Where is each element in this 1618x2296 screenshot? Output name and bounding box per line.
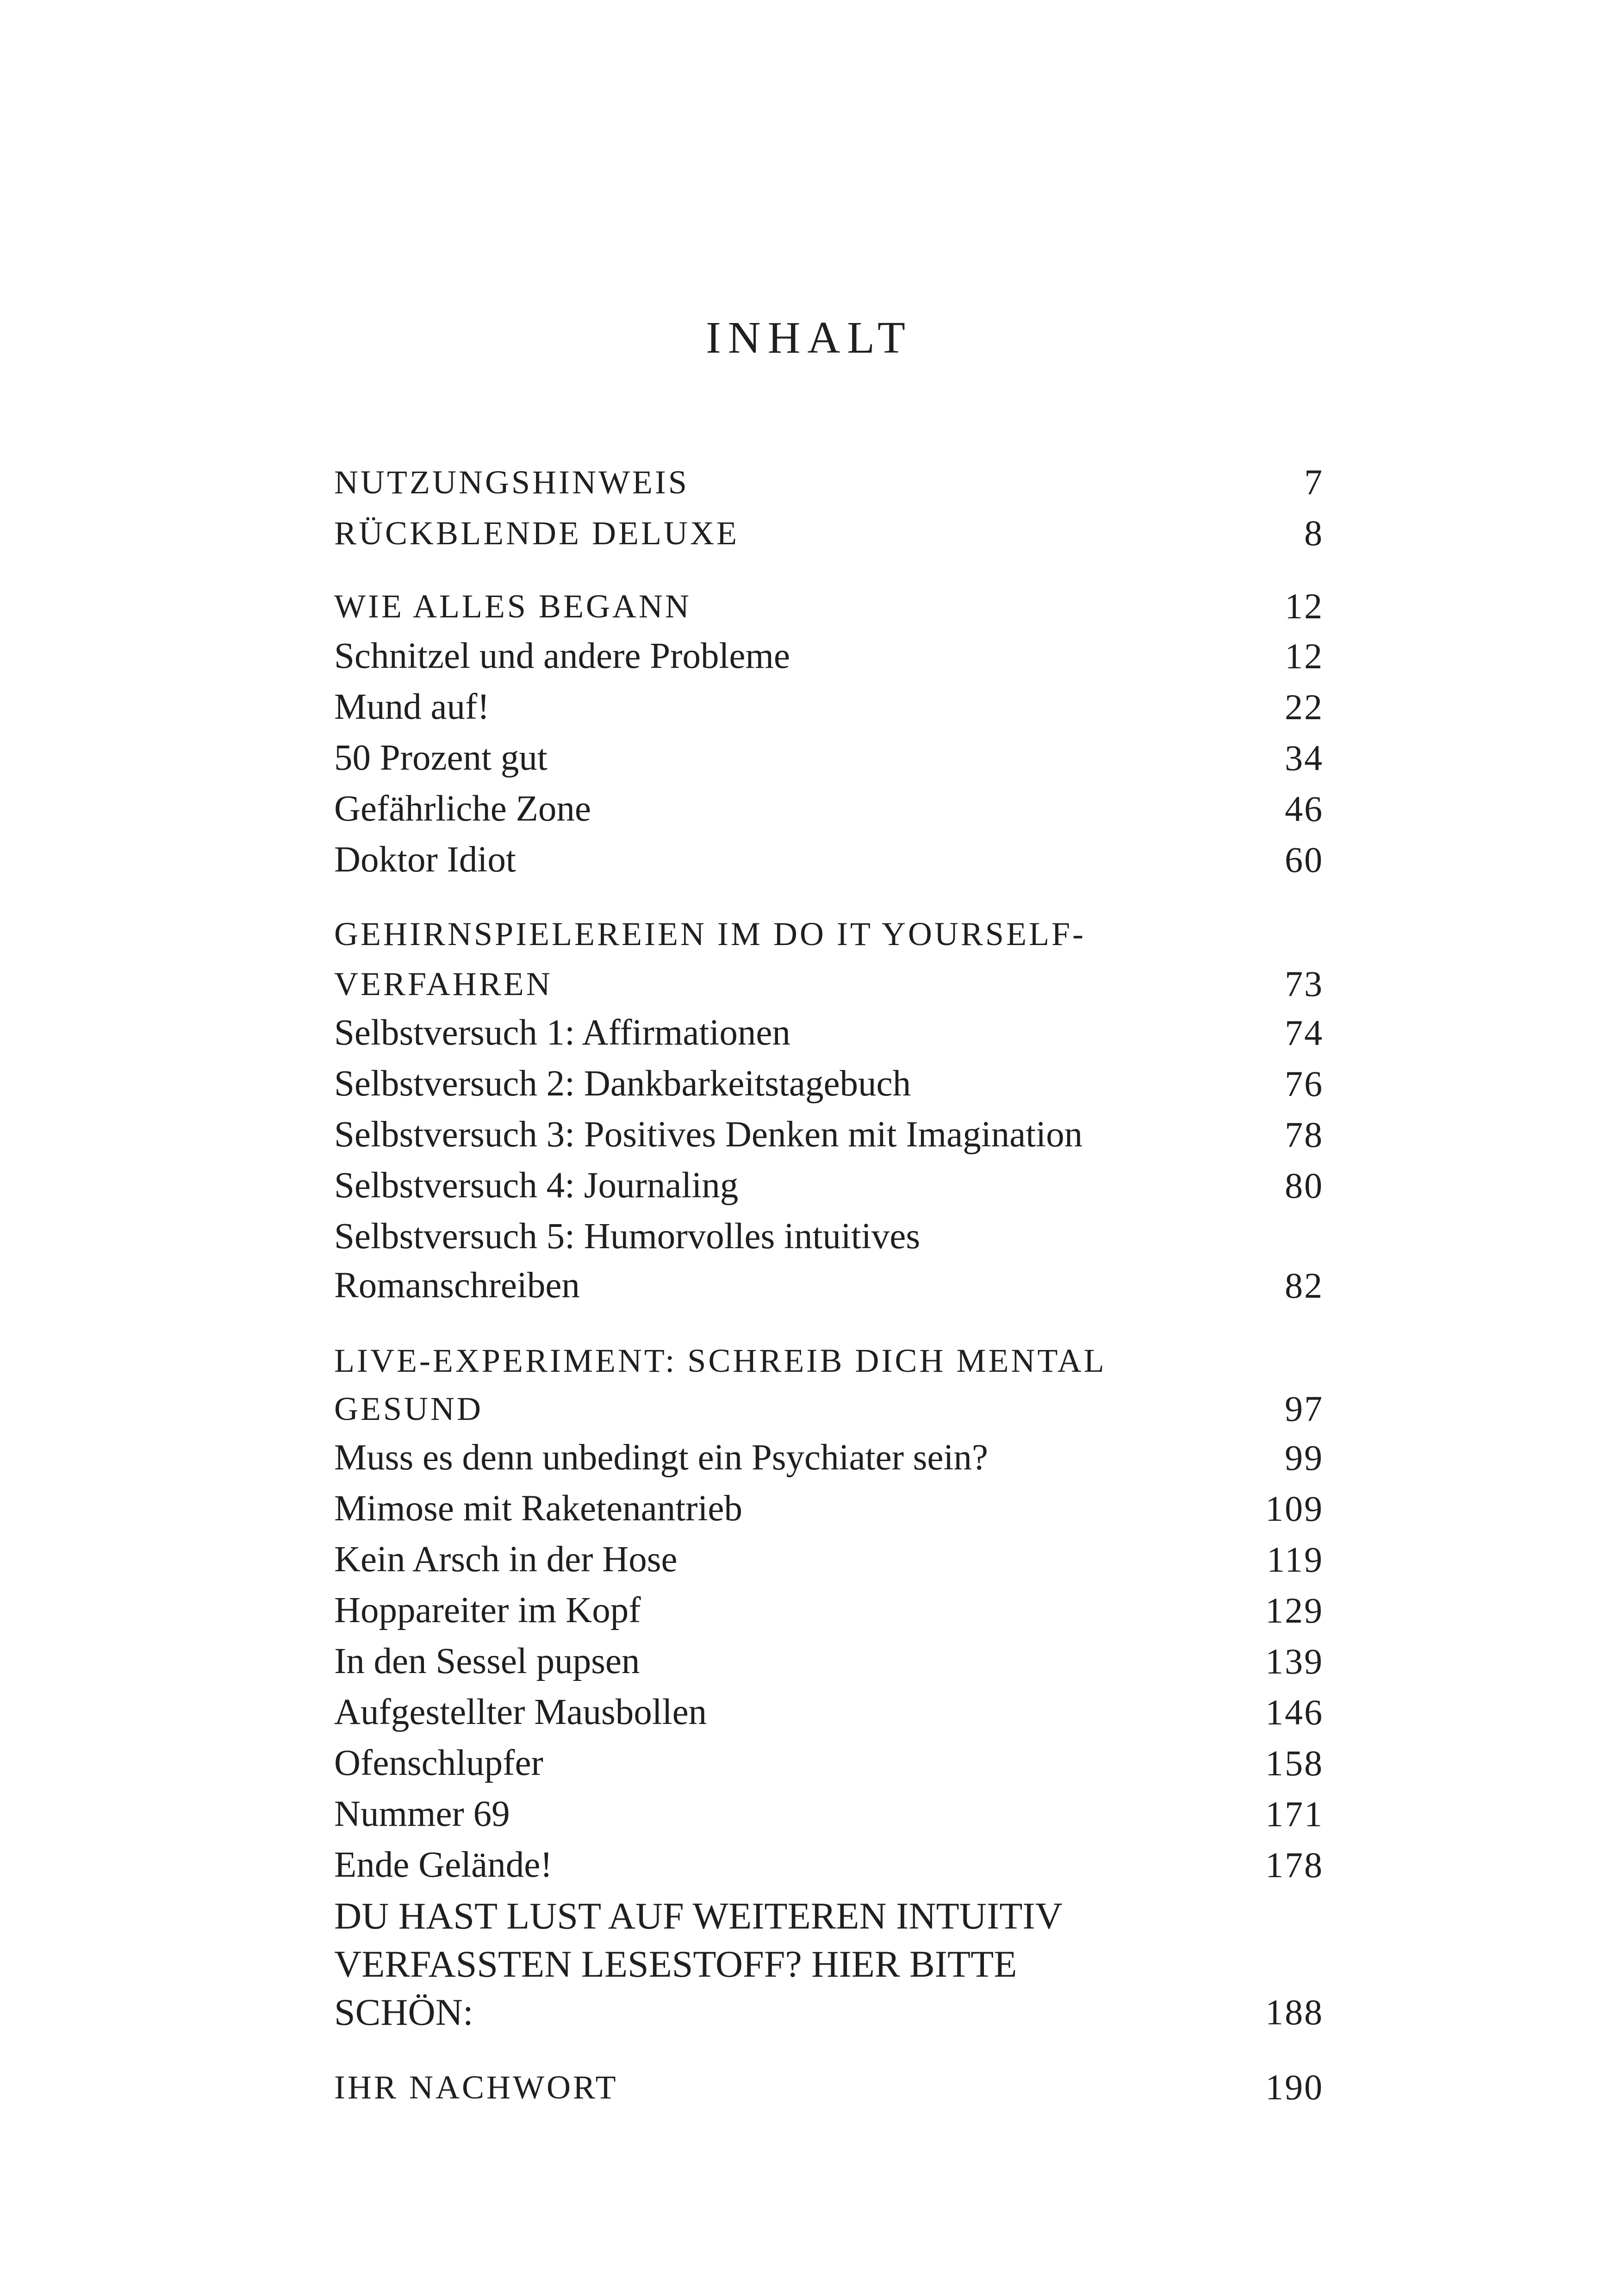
toc-entry-label: Mund auf!	[334, 687, 490, 727]
toc-entry-page: 76	[1285, 1064, 1324, 1104]
toc-entry-page: 12	[1285, 636, 1324, 676]
toc-entry-label: GESUND	[334, 1390, 484, 1427]
page-title: INHALT	[706, 312, 912, 363]
toc-entry-label: IHR NACHWORT	[334, 2069, 618, 2106]
toc-entry-label: WIE ALLES BEGANN	[334, 588, 691, 625]
toc-entry-page: 22	[1285, 687, 1324, 727]
toc-entry-page: 109	[1265, 1488, 1324, 1529]
toc-entry-label: Selbstversuch 3: Positives Denken mit Imagination	[334, 1114, 1083, 1155]
toc-entry-page: 97	[1285, 1388, 1324, 1429]
toc-entry-label: SCHÖN:	[334, 1991, 473, 2033]
toc-entry-page: 80	[1285, 1165, 1324, 1206]
toc-entry-label: Schnitzel und andere Probleme	[334, 636, 790, 676]
toc-entry-label: RÜCKBLENDE DELUXE	[334, 515, 739, 552]
toc-entry-label: Gefährliche Zone	[334, 789, 591, 829]
toc-entry-label: Ende Gelände!	[334, 1845, 553, 1885]
toc-entry-page: 146	[1265, 1692, 1324, 1732]
table-of-contents	[334, 0, 1324, 2296]
toc-entry-page: 73	[1285, 964, 1324, 1004]
toc-entry-label: VERFAHREN	[334, 965, 553, 1002]
toc-entry-label: Romanschreiben	[334, 1265, 580, 1306]
toc-entry-page: 7	[1304, 462, 1324, 502]
toc-entry-page: 46	[1285, 789, 1324, 829]
toc-entry-label: Kein Arsch in der Hose	[334, 1539, 678, 1580]
toc-entry-label: NUTZUNGSHINWEIS	[334, 464, 689, 501]
toc-entry-label: Ofenschlupfer	[334, 1743, 543, 1783]
toc-entry-page: 188	[1265, 1992, 1324, 2032]
toc-entry-label: VERFASSTEN LESESTOFF? HIER BITTE	[334, 1943, 1017, 1985]
toc-entry-label: Hoppareiter im Kopf	[334, 1590, 641, 1630]
toc-entry-label: DU HAST LUST AUF WEITEREN INTUITIV	[334, 1895, 1063, 1937]
toc-entry-label: 50 Prozent gut	[334, 738, 548, 778]
toc-entry-label: Nummer 69	[334, 1794, 510, 1834]
toc-entry-label: GEHIRNSPIELEREIEN IM DO IT YOURSELF-	[334, 915, 1086, 952]
toc-entry-label: Aufgestellter Mausbollen	[334, 1692, 707, 1732]
toc-entry-page: 74	[1285, 1013, 1324, 1053]
toc-entry-label: In den Sessel pupsen	[334, 1641, 640, 1681]
toc-entry-page: 190	[1265, 2067, 1324, 2107]
toc-entry-page: 171	[1265, 1794, 1324, 1834]
toc-entry-label: Doktor Idiot	[334, 840, 516, 880]
toc-entry-label: Mimose mit Raketenantrieb	[334, 1488, 742, 1529]
toc-entry-page: 178	[1265, 1845, 1324, 1885]
toc-entry-label: Selbstversuch 1: Affirmationen	[334, 1013, 790, 1053]
toc-entry-page: 34	[1285, 738, 1324, 778]
toc-entry-page: 8	[1304, 513, 1324, 553]
toc-entry-label: LIVE-EXPERIMENT: SCHREIB DICH MENTAL	[334, 1342, 1107, 1379]
toc-entry-page: 12	[1285, 586, 1324, 626]
toc-entry-page: 158	[1265, 1743, 1324, 1783]
toc-entry-page: 78	[1285, 1114, 1324, 1155]
toc-entry-page: 139	[1265, 1641, 1324, 1681]
toc-entry-page: 119	[1266, 1539, 1324, 1580]
toc-entry-label: Selbstversuch 4: Journaling	[334, 1165, 739, 1206]
toc-entry-label: Selbstversuch 5: Humorvolles intuitives	[334, 1216, 921, 1257]
toc-entry-page: 129	[1265, 1590, 1324, 1630]
toc-entry-page: 82	[1285, 1265, 1324, 1306]
toc-entry-label: Selbstversuch 2: Dankbarkeitstagebuch	[334, 1064, 911, 1104]
toc-entry-page: 99	[1285, 1437, 1324, 1478]
toc-entry-label: Muss es denn unbedingt ein Psychiater sein?	[334, 1437, 988, 1478]
toc-entry-page: 60	[1285, 840, 1324, 880]
